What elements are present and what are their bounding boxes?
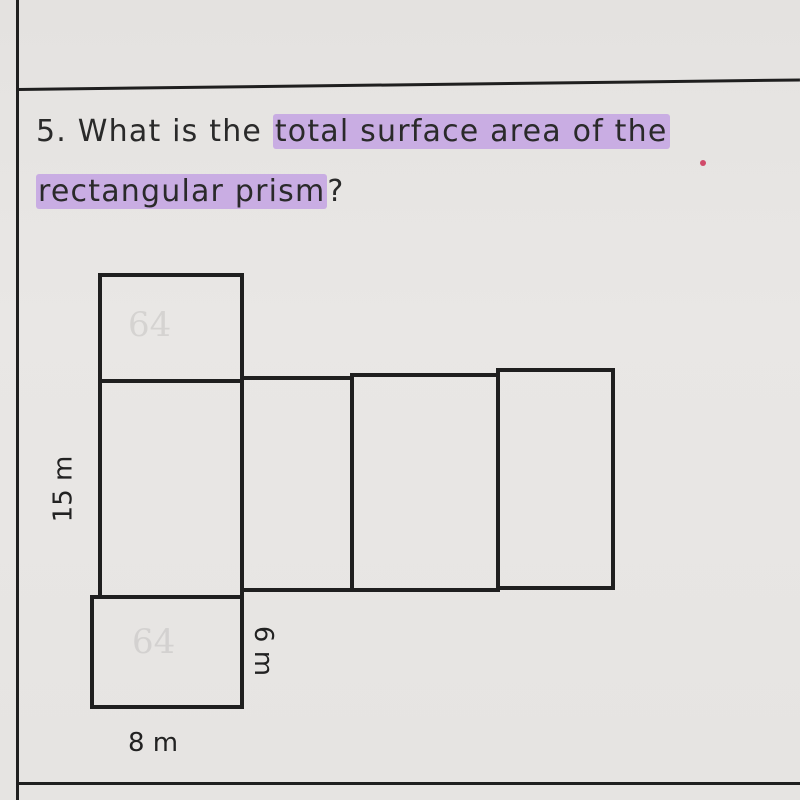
question-number: 5. <box>36 114 68 149</box>
highlighted-phrase: total surface area of the <box>274 114 668 149</box>
faint-pencil-bottom: 64 <box>132 622 176 662</box>
net-face-front <box>100 381 242 597</box>
question-mark: ? <box>327 174 345 209</box>
net-face-side-2 <box>498 370 613 588</box>
highlighted-phrase-2: rectangular prism <box>38 174 326 209</box>
width-label: 8 m <box>128 728 179 758</box>
faint-pencil-top: 64 <box>128 305 172 345</box>
net-face-side-1 <box>242 378 352 590</box>
height-label: 15 m <box>48 455 79 523</box>
question-lead: What is the <box>77 114 263 149</box>
depth-label: 6 m <box>248 625 279 677</box>
net-face-back <box>352 375 498 590</box>
